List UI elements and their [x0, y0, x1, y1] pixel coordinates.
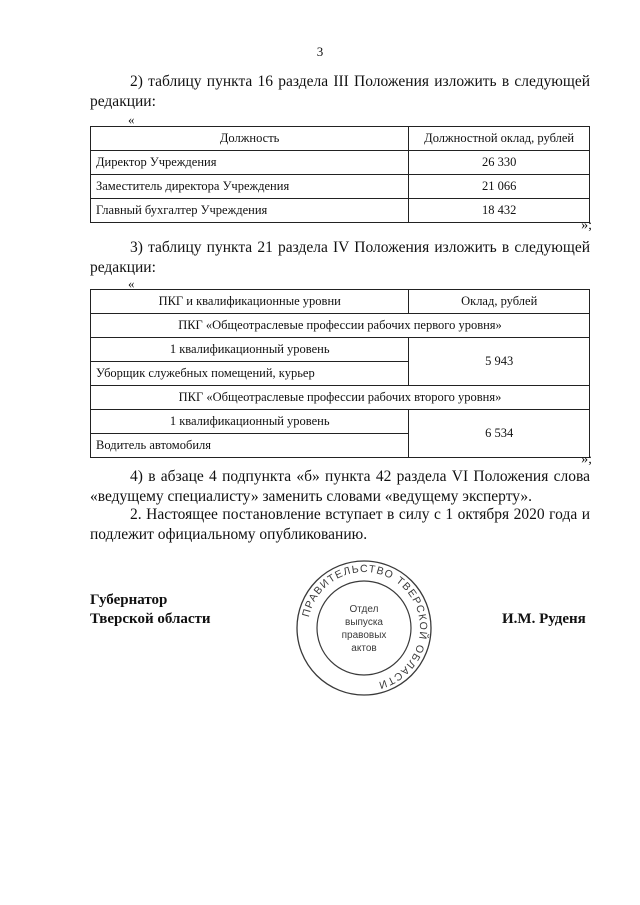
signatory-title	[90, 591, 211, 629]
item3-open-quote: «	[128, 276, 135, 291]
table-cell-salary: 18 432	[409, 199, 590, 223]
table-cell-position: Главный бухгалтер Учреждения	[91, 199, 409, 223]
table-row	[91, 175, 590, 199]
table-header-row	[91, 290, 590, 314]
svg-text:правовых: правовых	[341, 630, 387, 641]
item2-text: 2) таблицу пункта 16 раздела III Положения изложить в следующей редакции:	[90, 73, 590, 110]
table-header-cell: Оклад, рублей	[409, 290, 590, 314]
pkg-level: 1 квалификационный уровень	[91, 338, 409, 362]
stamp-inner-text	[342, 604, 387, 654]
table-header-cell: ПКГ и квалификационные уровни	[91, 290, 409, 314]
table-header-cell: Должность	[91, 127, 409, 151]
table-row	[91, 338, 590, 362]
svg-text:выпуска: выпуска	[345, 617, 383, 628]
table-row	[91, 314, 590, 338]
pkg-salary: 6 534	[409, 410, 590, 458]
table-cell-salary: 26 330	[409, 151, 590, 175]
table-cell-salary: 21 066	[409, 175, 590, 199]
table-row	[91, 151, 590, 175]
salary-table	[90, 126, 590, 223]
pkg-salary: 5 943	[409, 338, 590, 386]
table-cell-position: Директор Учреждения	[91, 151, 409, 175]
item2-open-quote: «	[128, 112, 135, 127]
page-number: 3	[316, 44, 324, 59]
svg-text:Отдел: Отдел	[349, 604, 379, 615]
table-header-row	[91, 127, 590, 151]
pkg-group-title: ПКГ «Общеотраслевые профессии рабочих первого уровня»	[91, 314, 590, 338]
table-row	[91, 199, 590, 223]
table-header-cell: Должностной оклад, рублей	[409, 127, 590, 151]
item4-text: 4) в абзаце 4 подпункта «б» пункта 42 раздела VI Положения слова «ведущему специалисту» заменить словами «ведущему эксперту».	[90, 468, 590, 505]
table-row	[91, 386, 590, 410]
signatory-title-line1: Губернатор	[90, 592, 168, 608]
pkg-group-title: ПКГ «Общеотраслевые профессии рабочих второго уровня»	[91, 386, 590, 410]
item3-text: 3) таблицу пункта 21 раздела IV Положения изложить в следующей редакции:	[90, 239, 590, 276]
official-stamp	[294, 558, 434, 698]
item3-close-quote: »;	[581, 452, 592, 467]
table-row	[91, 410, 590, 434]
signatory-title-line2: Тверской области	[90, 611, 211, 627]
stamp-inner-ring	[317, 581, 411, 675]
pkg-job: Водитель автомобиля	[91, 434, 409, 458]
pkg-level: 1 квалификационный уровень	[91, 410, 409, 434]
pkg-table	[90, 289, 590, 458]
pkg-job: Уборщик служебных помещений, курьер	[91, 362, 409, 386]
table-cell-position: Заместитель директора Учреждения	[91, 175, 409, 199]
item2-close-quote: »;	[581, 218, 592, 233]
svg-text:актов: актов	[351, 643, 377, 654]
signatory-name: И.М. Руденя	[502, 611, 586, 627]
effective-date-text: 2. Настоящее постановление вступает в силу с 1 октября 2020 года и подлежит официальному опубликованию.	[90, 506, 590, 543]
stamp-ring-text: ПРАВИТЕЛЬСТВО ТВЕРСКОЙ ОБЛАСТИ	[300, 562, 430, 692]
